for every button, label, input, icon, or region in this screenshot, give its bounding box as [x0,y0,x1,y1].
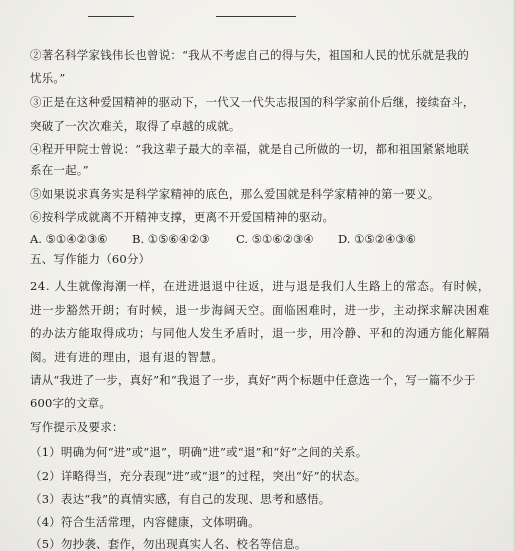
option-b: B. ①⑤⑥④②③ [132,232,210,246]
sentence-4-line-2: 系在一起。” [30,163,89,177]
prompt-line-2: 600字的文章。 [30,396,112,410]
sentence-3-line-2: 突破了一次次难关，取得了卓越的成就。 [30,119,241,133]
sentence-4-line-1: ④程开甲院士曾说：“我这辈子最大的幸福，就是自己所做的一切，都和祖国紧紧地联 [30,142,469,156]
requirements-heading: 写作提示及要求： [30,420,124,434]
requirement-1: （1）明确为何“进”或“退”，明确“进”或“退”和“好”之间的关系。 [30,445,368,459]
section-heading-writing: 五、写作能力（60分） [30,252,151,266]
answer-options [30,232,490,246]
sentence-6: ⑥按科学成就离不开精神支撑，更离不开爱国精神的驱动。 [30,210,335,224]
sentence-2-line-2: 忧乐。” [30,71,66,85]
sentence-5: ⑤如果说求真务实是科学家精神的底色，那么爱国就是科学家精神的第一要义。 [30,187,440,201]
header-rule-left [88,16,134,17]
question-24-line-3: 的办法方能取得成功；与同他人发生矛盾时，退一步，用冷静、平和的沟通方能化解隔 [30,326,490,340]
option-d: D. ①⑤②④③⑥ [338,232,416,246]
requirement-4: （4）符合生活常理，内容健康，文体明确。 [30,515,260,529]
question-24-line-4: 阂。进有进的理由，退有退的智慧。 [30,350,224,364]
option-a: A. ⑤①④②③⑥ [30,232,108,246]
option-c: C. ⑤①⑥②③④ [236,232,314,246]
requirement-2: （2）详略得当，充分表现“进”或“退”的过程，突出“好”的状态。 [30,469,367,483]
sentence-2-line-1: ②著名科学家钱伟长也曾说：“我从不考虑自己的得与失，祖国和人民的忧乐就是我的 [30,48,469,62]
header-rule-right [216,16,296,17]
requirement-3: （3）表达“我”的真情实感，有自己的发现、思考和感悟。 [30,492,331,506]
question-24-line-1: 24. 人生就像海潮一样，在进进退退中往返，进与退是我们人生路上的常态。有时候， [30,279,490,293]
question-24-line-2: 进一步豁然开朗；有时候，退一步海阔天空。面临困难时，进一步，主动探求解决困难 [30,303,490,317]
sentence-3-line-1: ③正是在这种爱国精神的驱动下，一代又一代失志报国的科学家前仆后继，接续奋斗， [30,95,475,109]
requirement-5: （5）勿抄袭、套作，勿出现真实人名、校名等信息。 [30,537,307,551]
prompt-line-1: 请从“我进了一步，真好”和“我退了一步，真好”两个标题中任意选一个，写一篇不少于 [30,373,476,387]
